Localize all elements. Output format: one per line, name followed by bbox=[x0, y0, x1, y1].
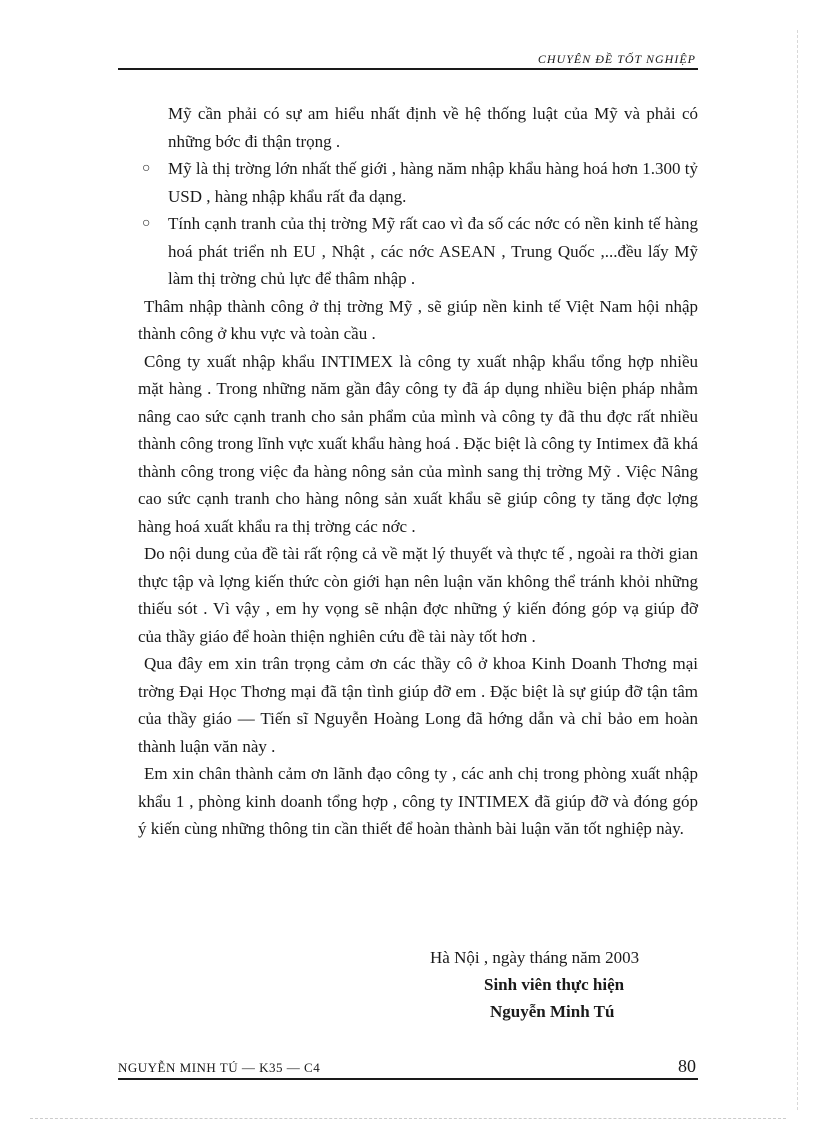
bullet-item bbox=[138, 210, 698, 293]
footer-rule bbox=[118, 1078, 698, 1080]
date-line: Hà Nội , ngày tháng năm 2003 bbox=[430, 948, 640, 967]
page-edge-dashed-vertical bbox=[797, 30, 798, 1110]
signature-role: Sinh viên thực hiện bbox=[484, 975, 625, 994]
footer-author: NGUYỄN MINH TÚ — K35 — C4 bbox=[118, 1060, 321, 1075]
paragraph: Thâm nhập thành công ở thị trờng Mỹ , sẽ giúp nền kinh tế Việt Nam hội nhập thành công ở khu vực và toàn cầu . bbox=[138, 296, 698, 343]
hollow-circle-bullet-icon: ○ bbox=[142, 161, 151, 176]
paragraph: Qua đây em xin trân trọng cảm ơn các thầy cô ở khoa Kinh Doanh Thơng mại trờng Đại Học Thơng mại đã tận tình giúp đỡ em . Đặc biệt là sự giúp đỡ tận tâm của thầy giáo — Tiến sĩ Nguyễn Hoàng Long đã hớng dẫn và chỉ bảo em hoàn thành luận văn này . bbox=[138, 654, 698, 756]
continued-paragraph: Mỹ cần phải có sự am hiểu nhất định về hệ thống luật của Mỹ và phải có những bớc đi thận trọng . bbox=[168, 104, 698, 151]
signature-block bbox=[430, 944, 710, 1025]
header-rule bbox=[118, 68, 698, 70]
bullet-text: Mỹ là thị trờng lớn nhất thế giới , hàng năm nhập khẩu hàng hoá hơn 1.300 tỷ USD , hàng nhập khẩu rất đa dạng. bbox=[168, 159, 698, 206]
document-body bbox=[138, 100, 698, 843]
running-header: CHUYÊN ĐỀ TỐT NGHIỆP bbox=[537, 52, 696, 66]
signature-name: Nguyễn Minh Tú bbox=[490, 1002, 615, 1021]
paragraph: Em xin chân thành cảm ơn lãnh đạo công ty , các anh chị trong phòng xuất nhập khẩu 1 , phòng kinh doanh tổng hợp , công ty INTIMEX đã giúp đỡ và đóng góp ý kiến cùng những thông tin cần thiết để hoàn thành bài luận văn tốt nghiệp này. bbox=[138, 764, 698, 838]
bullet-text: Tính cạnh tranh của thị trờng Mỹ rất cao vì đa số các nớc có nền kinh tế hàng hoá phát triển nh EU , Nhật , các nớc ASEAN , Trung Quốc ,...đều lấy Mỹ làm thị trờng chủ lực để thâm nhập . bbox=[168, 214, 698, 288]
paragraph: Do nội dung của đề tài rất rộng cả về mặt lý thuyết và thực tế , ngoài ra thời gian thực tập và lợng kiến thức còn giới hạn nên luận văn không thể tránh khỏi những thiếu sót . Vì vậy , em hy vọng sẽ nhận đợc những ý kiến đóng góp vạ giúp đỡ của thầy giáo để hoàn thiện nghiên cứu đề tài này tốt hơn . bbox=[138, 544, 698, 646]
bullet-item bbox=[138, 155, 698, 210]
paragraph: Công ty xuất nhập khẩu INTIMEX là công ty xuất nhập khẩu tổng hợp nhiều mặt hàng . Trong những năm gần đây công ty đã áp dụng nhiều biện pháp nhằm nâng cao sức cạnh tranh cho sản phẩm của mình và công ty đã thu đợc rất nhiều thành công trong lĩnh vực xuất khẩu hàng hoá . Đặc biệt là công ty Intimex đã khá thành công trong việc đa hàng nông sản của mình sang thị trờng Mỹ . Việc Nâng cao sức cạnh tranh cho hàng nông sản xuất khẩu sẽ giúp công ty tăng đợc lợng hàng hoá xuất khẩu ra thị trờng các nớc . bbox=[138, 351, 698, 536]
hollow-circle-bullet-icon: ○ bbox=[142, 216, 151, 231]
page-edge-dashed-line bbox=[30, 1118, 786, 1119]
page-number: 80 bbox=[678, 1056, 696, 1076]
